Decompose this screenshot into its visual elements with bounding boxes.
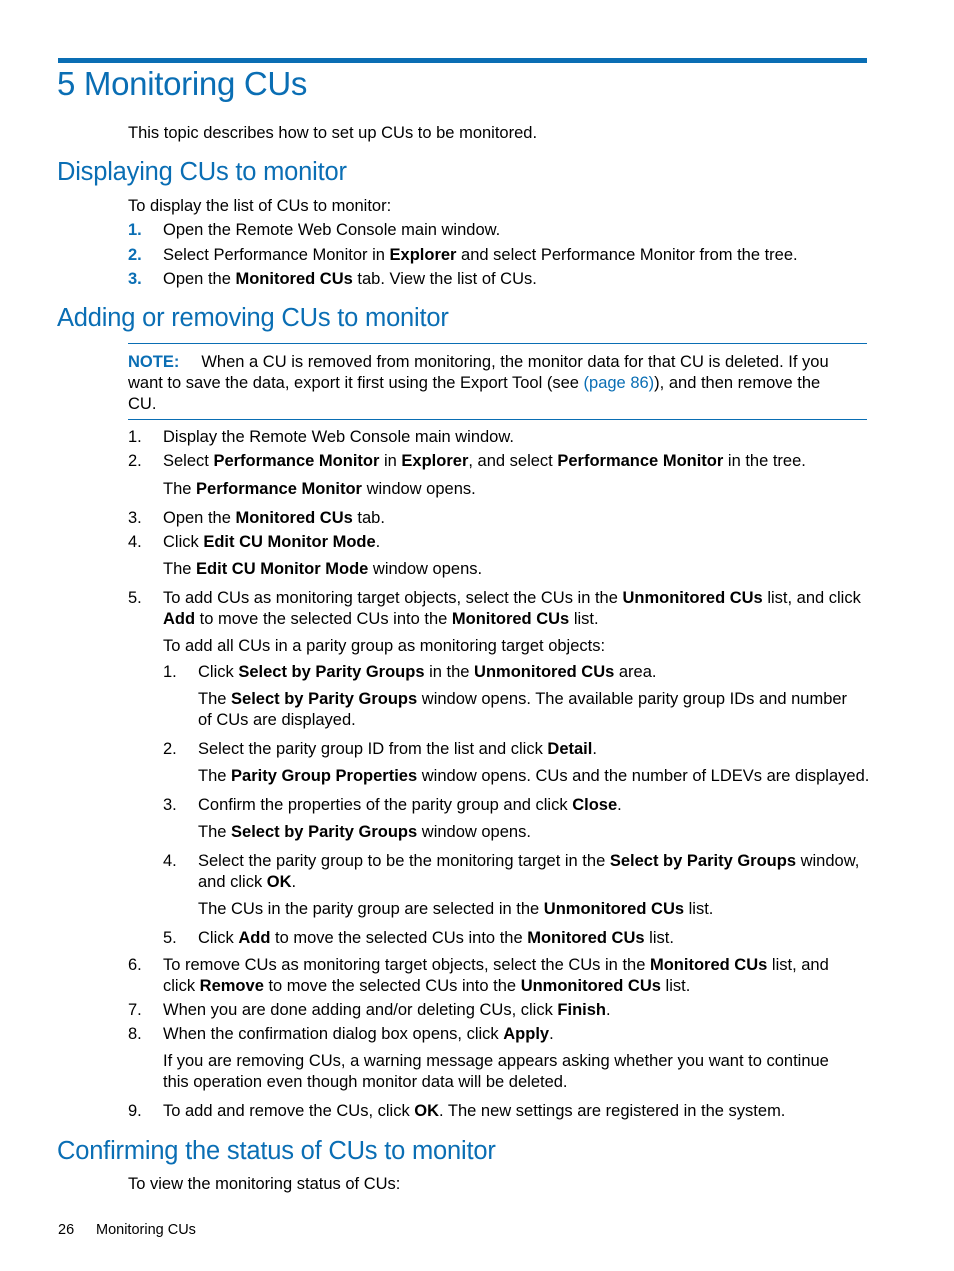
substep-text: Click Select by Parity Groups in the Unmonitored CUs area. [198,663,657,681]
step-text: To add CUs as monitoring target objects, select the CUs in the Unmonitored CUs list, and click [163,589,861,607]
step-number: 8. [128,1025,142,1043]
step-result: The Edit CU Monitor Mode window opens. [163,560,483,578]
step-text: Select Performance Monitor in Explorer, and select Performance Monitor in the tree. [163,452,806,470]
note-line: CU. [128,395,157,413]
step-text: To remove CUs as monitoring target objects, select the CUs in the Monitored CUs list, and [163,956,829,974]
substep-text: Click Add to move the selected CUs into the Monitored CUs list. [198,929,674,947]
substep-result: of CUs are displayed. [198,711,356,729]
step-number: 7. [128,1001,142,1019]
substep-text: Select the parity group to be the monitoring target in the Select by Parity Groups window, [198,852,860,870]
step-number: 6. [128,956,142,974]
note-line: want to save the data, export it first using the Export Tool (see (page 86)), and then remove the [128,374,821,392]
section-lead: To display the list of CUs to monitor: [128,197,392,215]
step-number: 2. [128,452,142,470]
chapter-intro: This topic describes how to set up CUs to be monitored. [128,124,538,142]
step-number: 4. [128,533,142,551]
substep-result: The Select by Parity Groups window opens. The available parity group IDs and number [198,690,848,708]
substep-text: Select the parity group ID from the list and click Detail. [198,740,597,758]
substep-text: and click OK. [198,873,297,891]
section-heading-adding-removing: Adding or removing CUs to monitor [57,304,449,332]
step-number: 3. [128,270,142,288]
page-link[interactable]: (page 86) [583,374,655,392]
chapter-rule [58,58,867,63]
step-text: Open the Remote Web Console main window. [163,221,501,239]
step-text: Select Performance Monitor in Explorer and select Performance Monitor from the tree. [163,246,798,264]
step-text: To add and remove the CUs, click OK. The new settings are registered in the system. [163,1102,786,1120]
step-text: Open the Monitored CUs tab. [163,509,385,527]
step-text: Open the Monitored CUs tab. View the list of CUs. [163,270,537,288]
note-label: NOTE: [128,353,180,371]
section-heading-displaying: Displaying CUs to monitor [57,158,347,186]
note-line: NOTE: When a CU is removed from monitoring, the monitor data for that CU is deleted. If you [128,353,829,371]
step-number: 1. [128,428,142,446]
step-number: 3. [128,509,142,527]
substep-number: 3. [163,796,177,814]
section-lead: To view the monitoring status of CUs: [128,1175,401,1193]
step-text: Display the Remote Web Console main window. [163,428,514,446]
step-result: The Performance Monitor window opens. [163,480,476,498]
chapter-title: 5 Monitoring CUs [57,65,308,102]
step-number: 9. [128,1102,142,1120]
step-text: When the confirmation dialog box opens, click Apply. [163,1025,554,1043]
footer-section: Monitoring CUs [96,1222,196,1238]
section-heading-confirming: Confirming the status of CUs to monitor [57,1137,496,1165]
substep-result: The CUs in the parity group are selected in the Unmonitored CUs list. [198,900,714,918]
substep-number: 2. [163,740,177,758]
step-text: Add to move the selected CUs into the Monitored CUs list. [163,610,599,628]
step-result: If you are removing CUs, a warning message appears asking whether you want to continue [163,1052,829,1070]
step-lead: To add all CUs in a parity group as monitoring target objects: [163,637,606,655]
substep-number: 4. [163,852,177,870]
substep-text: Confirm the properties of the parity group and click Close. [198,796,622,814]
substep-number: 5. [163,929,177,947]
substep-result: The Select by Parity Groups window opens. [198,823,531,841]
step-number: 1. [128,221,142,239]
substep-number: 1. [163,663,177,681]
substep-result: The Parity Group Properties window opens. CUs and the number of LDEVs are displayed. [198,767,870,785]
step-result: this operation even though monitor data will be deleted. [163,1073,568,1091]
step-text: Click Edit CU Monitor Mode. [163,533,381,551]
step-number: 5. [128,589,142,607]
step-number: 2. [128,246,142,264]
step-text: click Remove to move the selected CUs into the Unmonitored CUs list. [163,977,691,995]
page-number: 26 [58,1222,75,1238]
step-text: When you are done adding and/or deleting CUs, click Finish. [163,1001,611,1019]
